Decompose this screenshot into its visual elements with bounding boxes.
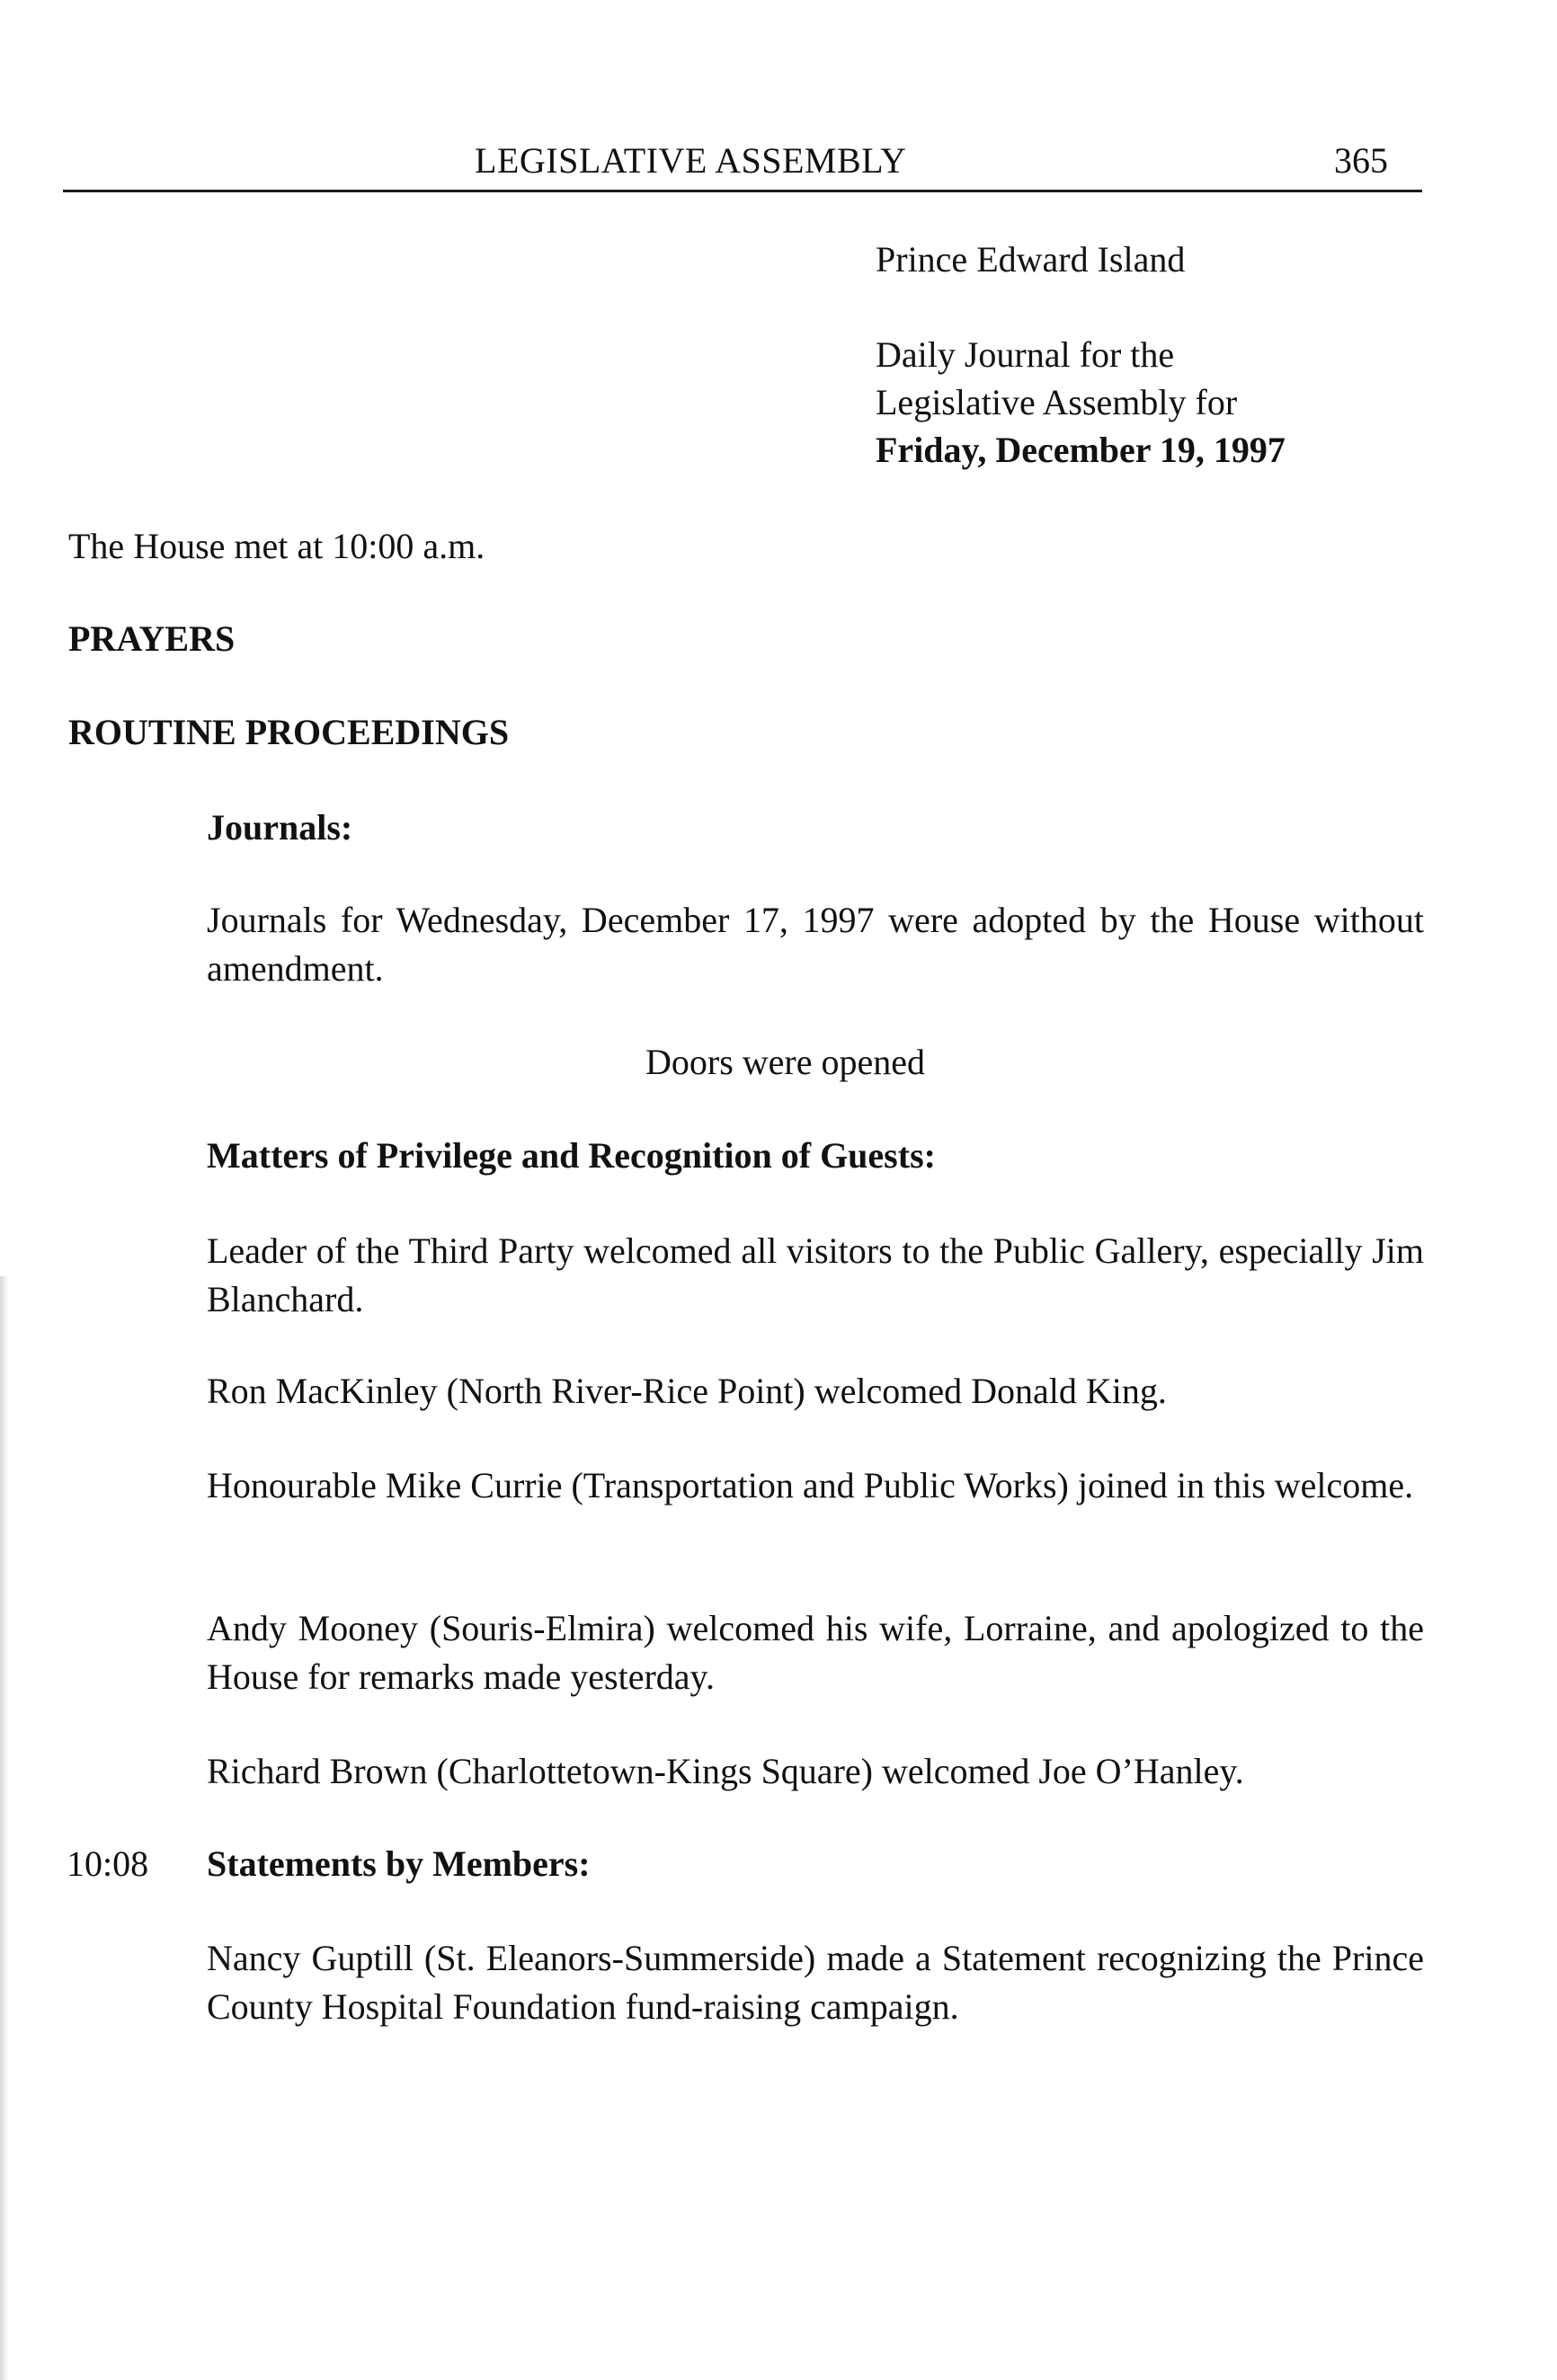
page-edge-shadow <box>0 1276 9 2380</box>
privilege-item: Andy Mooney (Souris-Elmira) welcomed his wife, Lorraine, and apologized to the House for remarks made yesterday. <box>207 1608 1424 1697</box>
province-name: Prince Edward Island <box>876 239 1186 280</box>
running-header-title: LEGISLATIVE ASSEMBLY <box>475 140 907 181</box>
routine-proceedings-heading: ROUTINE PROCEEDINGS <box>68 712 510 752</box>
prayers-heading: PRAYERS <box>68 618 236 659</box>
privilege-item: Leader of the Third Party welcomed all visitors to the Public Gallery, especially Jim Blanchard. <box>207 1230 1424 1319</box>
statements-heading: Statements by Members: <box>207 1843 591 1884</box>
journal-date: Friday, December 19, 1997 <box>876 430 1286 470</box>
statements-paragraph: Nancy Guptill (St. Eleanors-Summerside) made a Statement recognizing the Prince County Hospital Foundation fund-raising campaign. <box>207 1938 1424 2027</box>
statements-time-marker: 10:08 <box>67 1843 149 1884</box>
opening-line: The House met at 10:00 a.m. <box>68 526 485 566</box>
privilege-heading: Matters of Privilege and Recognition of Guests: <box>207 1135 936 1176</box>
journals-heading: Journals: <box>207 807 353 848</box>
journal-title-line2: Legislative Assembly for <box>876 382 1238 422</box>
header-rule <box>63 190 1422 192</box>
journals-paragraph: Journals for Wednesday, December 17, 1997 were adopted by the House without amendment. <box>207 900 1424 989</box>
privilege-item: Ron MacKinley (North River-Rice Point) welcomed Donald King. <box>207 1371 1167 1411</box>
privilege-item: Richard Brown (Charlottetown-Kings Square) welcomed Joe O’Hanley. <box>207 1751 1244 1791</box>
privilege-item: Honourable Mike Currie (Transportation and Public Works) joined in this welcome. <box>207 1465 1414 1505</box>
page-number: 365 <box>1334 140 1388 181</box>
doors-opened-note: Doors were opened <box>645 1042 925 1082</box>
journal-title-line1: Daily Journal for the <box>876 334 1175 375</box>
